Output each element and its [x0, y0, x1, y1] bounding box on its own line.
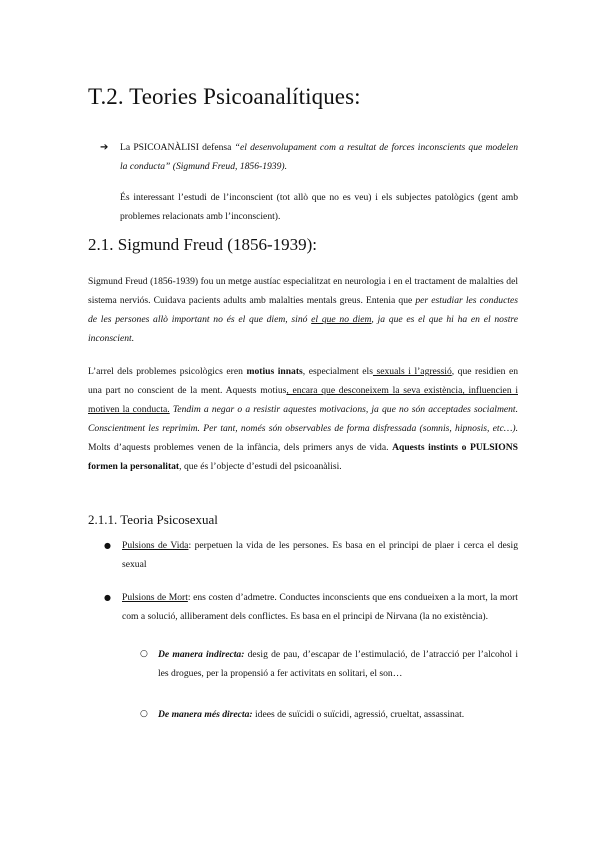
sublist-label: De manera més directa: [158, 709, 253, 720]
intro-text [120, 138, 518, 176]
p2-text-6: , encara que desconeixem la seva existència, influencien i motiven la conducta. [88, 385, 518, 415]
page-title: T.2. Teories Psicoanalítiques: [88, 84, 361, 109]
bullet-text [122, 588, 518, 626]
circle-bullet-icon: ○ [140, 709, 148, 719]
subsection-heading: 2.1.1. Teoria Psicosexual [88, 512, 218, 527]
sublist-body: desig de pau, d’escapar de l’estimulació, de l’atracció per l’alcohol i les drogues, per la propensió a fer activitats en solitari, el son… [158, 649, 518, 679]
paragraph-freud-theory [88, 362, 518, 476]
sublist-text [158, 645, 518, 683]
intro-lead: La PSICOANÀLISI defensa [120, 142, 235, 153]
section-heading: 2.1. Sigmund Freud (1856-1939): [88, 235, 318, 254]
bullet-label: Pulsions de Mort [122, 592, 188, 603]
p2-text-9: Aquests instints o PULSIONS formen la personalitat [88, 442, 518, 472]
sublist-body: idees de suïcidi o suïcidi, agressió, crueltat, assassinat. [252, 709, 465, 720]
p2-text-5: , que residien en una part no conscient de la ment. Aquests motius [88, 366, 518, 396]
p2-text-2: motius innats [246, 366, 303, 377]
p2-text-3: , especialment els [302, 366, 373, 377]
bullet-text [122, 536, 518, 574]
p1-text-4: , ja que es el que hi ha en el nostre inconscient. [88, 314, 518, 344]
sublist-item-indirecta [140, 645, 518, 683]
p2-text-10: , que és l’objecte d’estudi del psicoanàlisi. [179, 461, 342, 472]
p1-text-2: per estudiar les conductes de les persones allò important no és el que diem, sinó [88, 295, 518, 325]
bullet-body: : perpetuen la vida de les persones. Es basa en el principi de plaer i cerca el desig sexual [122, 540, 519, 570]
p2-text-8: Molts d’aquests problemes venen de la infància, dels primers anys de vida. [88, 442, 393, 453]
sublist-label: De manera indirecta: [158, 649, 245, 660]
list-item-pulsions-vida [104, 536, 518, 574]
arrow-icon: ➔ [100, 142, 109, 153]
p1-text-1: Sigmund Freud (1856-1939) fou un metge austíac especialitzat en neurologia i en el tractament de malalties del sistema nerviós. Cuidava pacients adults amb malalties mentals greus. Entenia que [88, 276, 518, 306]
bullet-label: Pulsions de Vida [122, 540, 189, 551]
intro-quote: “el desenvolupament com a resultat de forces inconscients que modelen la conducta” (Sigmund Freud, 1856-1939). [120, 142, 518, 172]
p2-text-7: Tendim a negar o a resistir aquestes motivacions, ja que no són acceptades socialment. Conscientment les reprimim. Per tant, només són observables de forma disfressada (somnis, hipnosis, etc…). [88, 404, 518, 434]
paragraph-freud-bio [88, 272, 518, 348]
p1-text-3: el que no diem [311, 314, 372, 325]
intro-paragraph: És interessant l’estudi de l’inconscient (tot allò que no es veu) i els subjectes patològics (gent amb problemes relacionats amb l’inconscient). [120, 192, 518, 222]
p2-text-1: L’arrel dels problemes psicològics eren [88, 366, 247, 377]
circle-bullet-icon: ○ [140, 649, 148, 659]
p2-text-4: sexuals i l’agressió [372, 366, 452, 377]
bullet-icon: ● [104, 541, 111, 550]
list-item-pulsions-mort [104, 588, 518, 626]
sublist-text [158, 705, 518, 724]
sublist-item-directa [140, 705, 518, 724]
intro-item [100, 138, 518, 176]
bullet-icon: ● [104, 593, 111, 602]
bullet-body: : ens costen d’admetre. Conductes inconscients que ens condueixen a la mort, la mort com a solució, alliberament dels conflictes. Es basa en el principi de Nirvana (la no existència). [122, 592, 518, 622]
